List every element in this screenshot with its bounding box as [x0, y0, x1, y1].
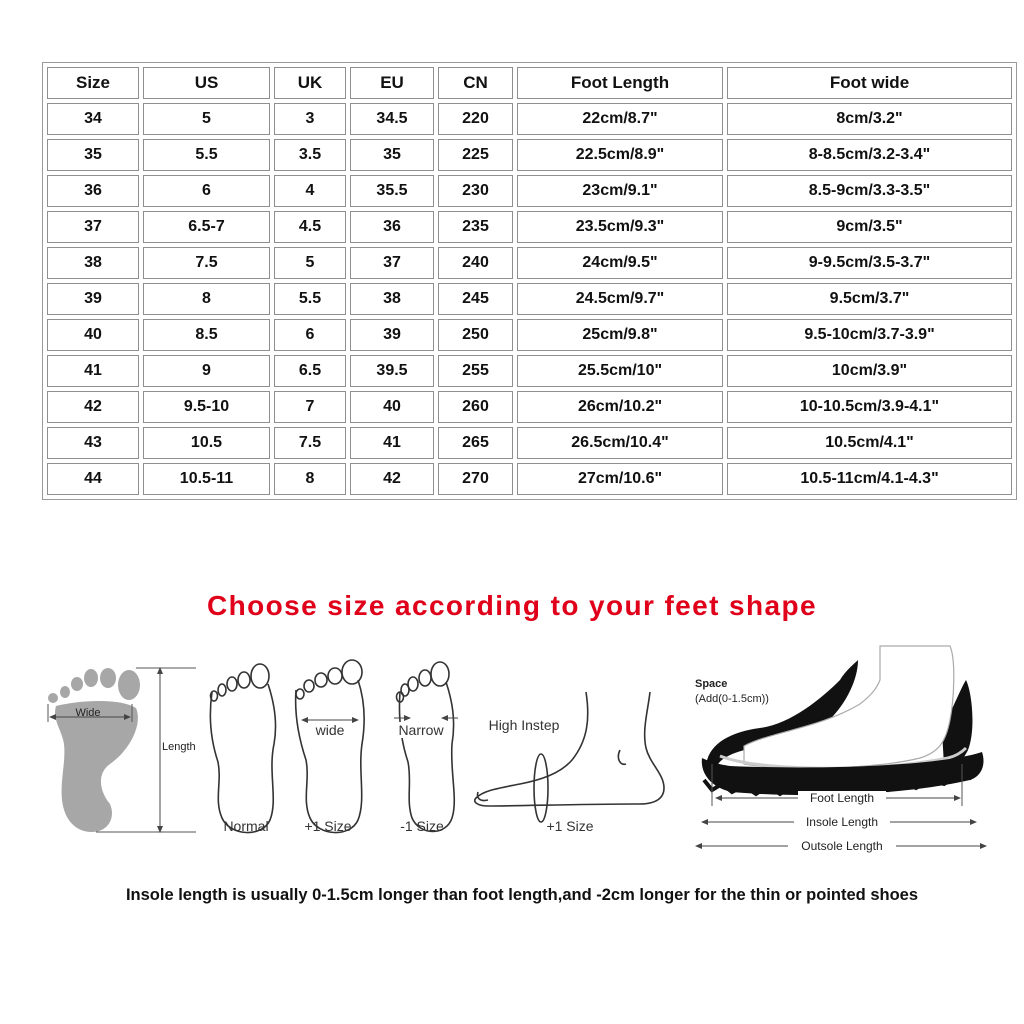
space-note: (Add(0-1.5cm)) [695, 693, 769, 705]
table-cell: 23.5cm/9.3" [517, 211, 723, 243]
table-cell: 7.5 [143, 247, 270, 279]
table-cell: 225 [438, 139, 513, 171]
table-cell: 24.5cm/9.7" [517, 283, 723, 315]
table-cell: 22cm/8.7" [517, 103, 723, 135]
table-cell: 8.5-9cm/3.3-3.5" [727, 175, 1012, 207]
table-cell: 6.5 [274, 355, 346, 387]
table-cell: 9 [143, 355, 270, 387]
wide-foot-diagram [296, 660, 364, 834]
table-cell: 25cm/9.8" [517, 319, 723, 351]
table-cell: 39.5 [350, 355, 434, 387]
table-cell: 5 [143, 103, 270, 135]
table-cell: 9.5cm/3.7" [727, 283, 1012, 315]
table-row [47, 319, 1012, 351]
column-header: UK [274, 67, 346, 99]
normal-foot-diagram [210, 664, 275, 834]
table-cell: 24cm/9.5" [517, 247, 723, 279]
table-row [47, 103, 1012, 135]
column-header: US [143, 67, 270, 99]
table-row [47, 247, 1012, 279]
table-cell: 41 [47, 355, 139, 387]
table-cell: 8cm/3.2" [727, 103, 1012, 135]
shoe-icon [702, 646, 984, 795]
column-header: Size [47, 67, 139, 99]
table-cell: 245 [438, 283, 513, 315]
column-header: CN [438, 67, 513, 99]
table-cell: 42 [350, 463, 434, 495]
table-cell: 235 [438, 211, 513, 243]
table-cell: 9-9.5cm/3.5-3.7" [727, 247, 1012, 279]
wide-label: wide [315, 722, 345, 738]
narrow-foot-diagram [394, 662, 458, 834]
table-cell: 10.5-11cm/4.1-4.3" [727, 463, 1012, 495]
table-cell: 42 [47, 391, 139, 423]
table-cell: 8 [143, 283, 270, 315]
space-label: Space [695, 678, 728, 690]
narrow-foot-icon [397, 662, 455, 832]
table-cell: 3.5 [274, 139, 346, 171]
table-cell: 10.5cm/4.1" [727, 427, 1012, 459]
size-chart-header-row [47, 67, 1012, 99]
table-cell: 3 [274, 103, 346, 135]
table-cell: 43 [47, 427, 139, 459]
insole-length-label: Insole Length [805, 815, 879, 829]
high-instep-label: High Instep [488, 717, 560, 733]
table-cell: 44 [47, 463, 139, 495]
table-cell: 9cm/3.5" [727, 211, 1012, 243]
narrow-label: Narrow [398, 722, 444, 738]
wide-caption: +1 Size [304, 818, 352, 834]
high-instep-diagram [475, 692, 664, 834]
table-row [47, 283, 1012, 315]
size-chart-table [42, 62, 1017, 500]
table-row [47, 463, 1012, 495]
footprint-icon [48, 668, 140, 832]
table-cell: 265 [438, 427, 513, 459]
length-label: Length [162, 741, 196, 753]
foot-shape-illustrations [0, 640, 1024, 870]
table-cell: 37 [350, 247, 434, 279]
table-cell: 230 [438, 175, 513, 207]
table-cell: 270 [438, 463, 513, 495]
table-cell: 23cm/9.1" [517, 175, 723, 207]
narrow-caption: -1 Size [400, 818, 444, 834]
footprint-diagram [48, 668, 204, 832]
table-cell: 36 [47, 175, 139, 207]
table-cell: 40 [47, 319, 139, 351]
table-cell: 220 [438, 103, 513, 135]
insole-footnote: Insole length is usually 0-1.5cm longer than foot length,and -2cm longer for the thin or pointed shoes [125, 886, 919, 904]
foot-length-label: Foot Length [809, 791, 875, 805]
table-cell: 6.5-7 [143, 211, 270, 243]
normal-foot-icon [210, 664, 275, 833]
table-cell: 38 [47, 247, 139, 279]
table-cell: 35 [350, 139, 434, 171]
table-cell: 8 [274, 463, 346, 495]
table-cell: 10.5-11 [143, 463, 270, 495]
table-cell: 7.5 [274, 427, 346, 459]
table-row [47, 211, 1012, 243]
table-cell: 34.5 [350, 103, 434, 135]
table-cell: 4.5 [274, 211, 346, 243]
outsole-length-label: Outsole Length [801, 839, 883, 853]
column-header: Foot Length [517, 67, 723, 99]
table-cell: 6 [274, 319, 346, 351]
table-cell: 5.5 [143, 139, 270, 171]
table-cell: 260 [438, 391, 513, 423]
table-row [47, 427, 1012, 459]
table-cell: 5.5 [274, 283, 346, 315]
table-cell: 39 [47, 283, 139, 315]
table-cell: 38 [350, 283, 434, 315]
table-cell: 37 [47, 211, 139, 243]
table-cell: 7 [274, 391, 346, 423]
column-header: Foot wide [727, 67, 1012, 99]
table-row [47, 391, 1012, 423]
normal-caption: Normal [223, 818, 269, 834]
shoe-length-diagram [695, 646, 984, 853]
table-cell: 8-8.5cm/3.2-3.4" [727, 139, 1012, 171]
table-row [47, 355, 1012, 387]
table-cell: 41 [350, 427, 434, 459]
table-cell: 255 [438, 355, 513, 387]
table-cell: 36 [350, 211, 434, 243]
table-cell: 9.5-10cm/3.7-3.9" [727, 319, 1012, 351]
table-cell: 26cm/10.2" [517, 391, 723, 423]
table-cell: 8.5 [143, 319, 270, 351]
wide-label: Wide [75, 707, 101, 719]
table-cell: 10cm/3.9" [727, 355, 1012, 387]
table-cell: 35.5 [350, 175, 434, 207]
table-cell: 240 [438, 247, 513, 279]
column-header: EU [350, 67, 434, 99]
table-cell: 26.5cm/10.4" [517, 427, 723, 459]
table-cell: 10-10.5cm/3.9-4.1" [727, 391, 1012, 423]
table-cell: 4 [274, 175, 346, 207]
table-cell: 25.5cm/10" [517, 355, 723, 387]
table-cell: 34 [47, 103, 139, 135]
table-cell: 40 [350, 391, 434, 423]
wide-foot-icon [296, 660, 364, 833]
table-cell: 6 [143, 175, 270, 207]
table-cell: 39 [350, 319, 434, 351]
table-row [47, 175, 1012, 207]
table-cell: 27cm/10.6" [517, 463, 723, 495]
high-instep-foot-icon [475, 692, 664, 822]
table-cell: 250 [438, 319, 513, 351]
high-instep-caption: +1 Size [546, 818, 594, 834]
table-cell: 22.5cm/8.9" [517, 139, 723, 171]
size-chart-body [47, 103, 1012, 495]
table-cell: 5 [274, 247, 346, 279]
table-cell: 35 [47, 139, 139, 171]
headline: Choose size according to your feet shape [207, 590, 817, 621]
table-row [47, 139, 1012, 171]
table-cell: 10.5 [143, 427, 270, 459]
table-cell: 9.5-10 [143, 391, 270, 423]
